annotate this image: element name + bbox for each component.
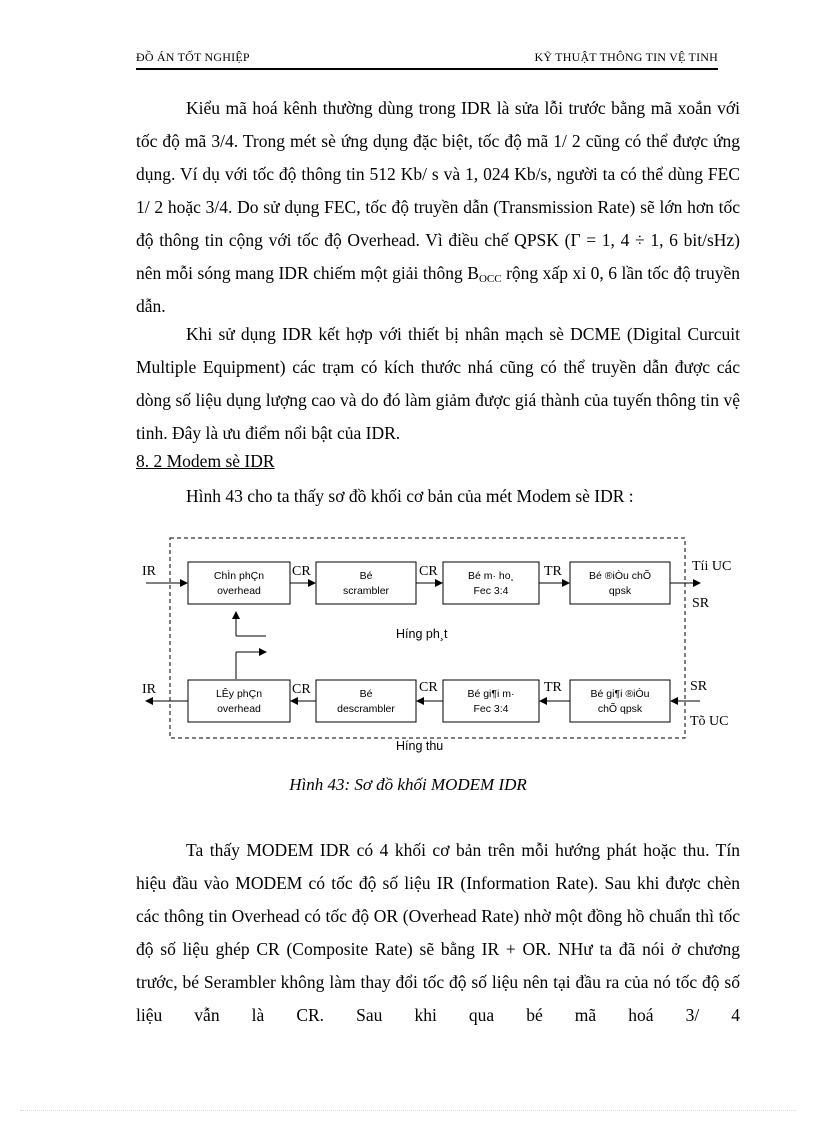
rx-block-2-line1: Bé [359,688,373,700]
rx-block-fec-decoder [443,680,539,722]
tx-sr-label: SR [692,596,710,611]
rx-direction-label: Híng thu [396,739,444,753]
tx-block-1-line2: overhead [217,585,261,597]
header-right: KỸ THUẬT THÔNG TIN VỆ TINH [534,50,718,64]
rx-block-4-line1: Bé gi¶i ®iÒu [590,688,650,700]
bocc-subscript: OCC [478,273,502,285]
header-left: ĐỒ ÁN TỐT NGHIỆP [136,50,250,64]
rx-block-1-line1: LÊy phÇn [215,688,263,700]
tx-block-4-line1: Bé ®iÒu chÕ [588,570,652,582]
tx-block-2-line1: Bé [359,570,373,582]
paragraph-fec-text: Kiểu mã hoá kênh thường dùng trong IDR là sửa lỗi trước bằng mã xoắn với tốc độ mã 3/4. Trong mét sè ứng dụng đặc biệt, tốc độ mã 1/ 2 cũng có thể được ứng dụng. Ví dụ với tốc độ thông tin 512 Kb/ s và 1, 024 Kb/s, người ta có thể dùng FEC 1/ 2 hoặc 3/4. Do sử dụng FEC, tốc độ truyền dẫn (Transmission Rate) sẽ lớn hơn tốc độ thông tin cộng với tốc độ Overhead. Vì điều chế QPSK (Γ = 1, 4 ÷ 1, 6 bit/sHz) nên mỗi sóng mang IDR chiếm một giải thông B [136,98,740,283]
tx-cr-label-2: CR [419,564,438,579]
tx-block-scrambler [316,562,416,604]
tx-block-fec-encoder [443,562,539,604]
paragraph-dcme: Khi sử dụng IDR kết hợp với thiết bị nhân mạch sè DCME (Digital Curcuit Multiple Equipment) các trạm có kích thước nhá cũng có thể truyền dẫn được các dòng số liệu dụng lượng cao và do đó làm giảm được giá thành của tuyến thông tin vệ tinh. Đây là ưu điểm nổi bật của IDR. [136,324,740,443]
paragraph-fec-tail: rộng xấp xỉ 0, 6 lần tốc độ truyền dẫn. [136,263,740,316]
modem-block-diagram [140,532,760,762]
rx-tr-label: TR [544,680,562,695]
rx-block-4-line2: chÕ qpsk [597,703,643,715]
tx-cr-label-1: CR [292,564,311,579]
rx-block-overhead-extract [188,680,290,722]
rx-block-2-line2: descrambler [337,703,395,715]
rx-ir-label: IR [142,682,156,697]
tx-block-2-line2: scrambler [342,585,390,597]
tx-block-4-line2: qpsk [608,585,632,597]
to-uc-label: Tíi UC [692,559,732,574]
rx-block-qpsk-demodulator [570,680,670,722]
rx-cr-label-2: CR [419,680,438,695]
rx-block-3-line2: Fec 3:4 [473,703,509,715]
rx-sr-label: SR [690,679,708,694]
paragraph-fec [136,92,740,323]
figure-intro: Hình 43 cho ta thấy sơ đồ khối cơ bản của mét Modem sè IDR : [186,486,634,506]
rx-block-3-line1: Bé gi¶i m· [467,688,515,700]
tx-block-1-line1: ChÌn phÇn [213,570,265,582]
tx-ir-label: IR [142,564,156,579]
header-rule [136,68,718,70]
rx-block-1-line2: overhead [217,703,261,715]
tx-block-overhead-insert [188,562,290,604]
section-title: 8. 2 Modem sè IDR [136,451,275,471]
tx-block-qpsk-modulator [570,562,670,604]
rx-cr-label-1: CR [292,682,311,697]
from-uc-label: Tõ UC [690,714,729,729]
page-bottom-border [20,1110,796,1111]
paragraph-modem: Ta thấy MODEM IDR có 4 khối cơ bản trên mỗi hướng phát hoặc thu. Tín hiệu đầu vào MODEM có tốc độ số liệu IR (Information Rate). Sau khi được chèn các thông tin Overhead có tốc độ OR (Overhead Rate) nhờ một đồng hồ chuẩn thì tốc độ số liệu ghép CR (Composite Rate) sẽ bằng IR + OR. NHư ta đã nói ở chương trước, bé Serambler không làm thay đổi tốc độ số liệu nên tại đầu ra của nó tốc độ số liệu vẫn là CR. Sau khi qua bé mã hoá 3/ 4 [136,840,740,1025]
rx-block-descrambler [316,680,416,722]
tx-block-3-line2: Fec 3:4 [473,585,509,597]
tx-direction-label: Híng ph¸t [396,627,448,641]
figure-caption: Hình 43: Sơ đồ khối MODEM IDR [289,775,527,794]
tx-tr-label: TR [544,564,562,579]
tx-block-3-line1: Bé m· ho¸ [467,570,515,582]
page-header [136,48,718,70]
